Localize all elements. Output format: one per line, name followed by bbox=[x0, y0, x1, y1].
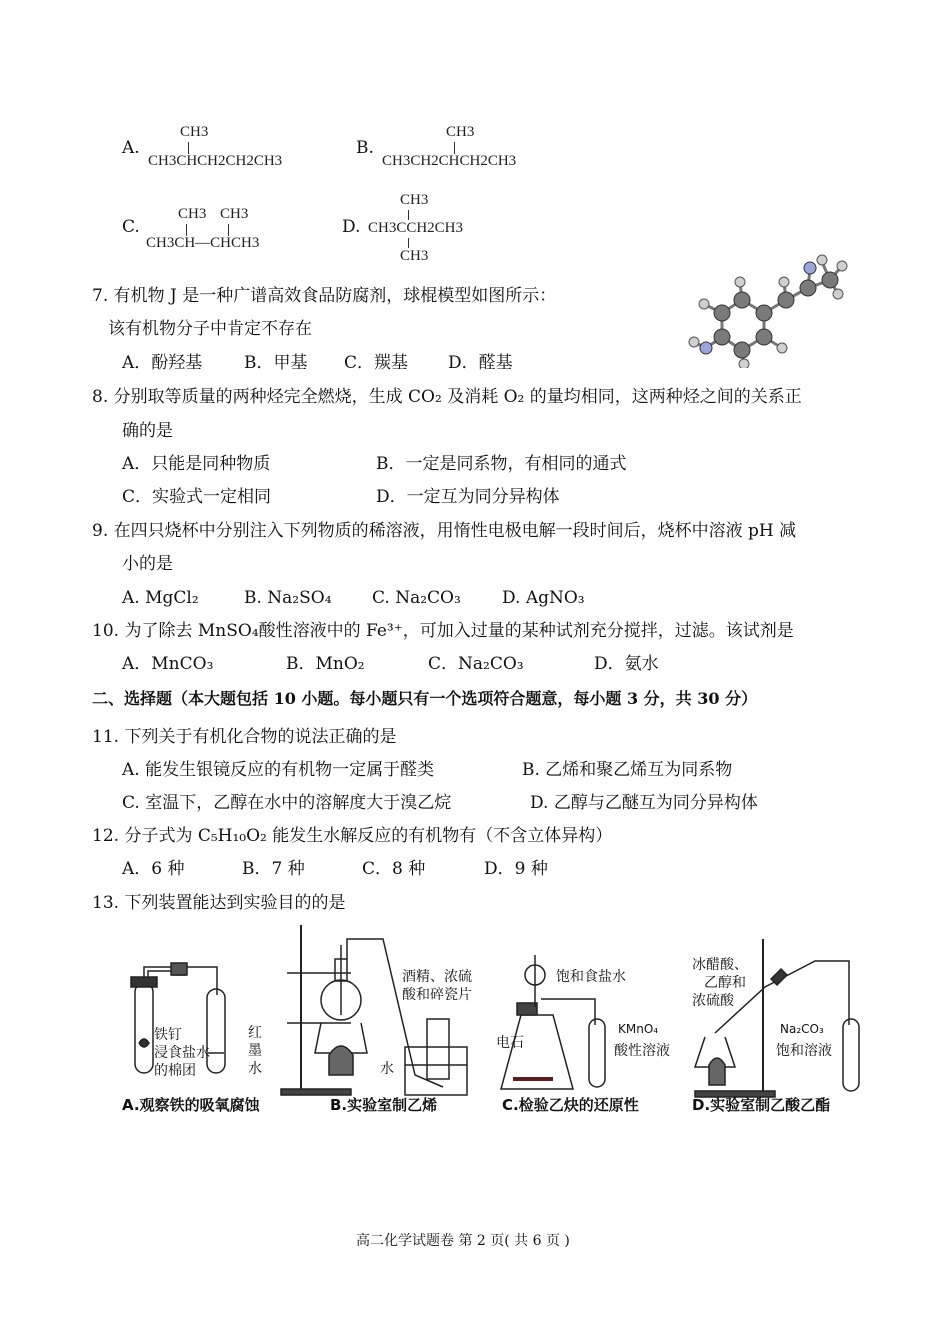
q6-c-branch-2: CH3 bbox=[220, 206, 249, 222]
q8-stem-2: 确的是 bbox=[122, 421, 173, 441]
apparatus-figure bbox=[115, 915, 860, 1115]
label-d-4: Na₂CO₃ bbox=[780, 1022, 824, 1036]
label-a-4: 红 bbox=[248, 1025, 262, 1041]
q7-option-a: A．酚羟基 bbox=[122, 353, 203, 373]
q6-a-branch: CH3 bbox=[180, 124, 209, 140]
caption-a: A.观察铁的吸氧腐蚀 bbox=[122, 1096, 260, 1114]
q10-option-a: A．MnCO₃ bbox=[122, 654, 214, 674]
q6-d-branch-bottom: CH3 bbox=[400, 248, 429, 264]
q9-stem-2: 小的是 bbox=[122, 554, 173, 574]
q6-b-branch: CH3 bbox=[446, 124, 475, 140]
q7-stem: 7. 有机物 J 是一种广谱高效食品防腐剂，球棍模型如图所示： bbox=[92, 286, 557, 306]
label-b-3: 水 bbox=[380, 1061, 394, 1077]
q8-option-a: A．只能是同种物质 bbox=[122, 454, 271, 474]
q8-option-b: B．一定是同系物，有相同的通式 bbox=[376, 454, 627, 474]
label-c-4: 酸性溶液 bbox=[614, 1043, 670, 1059]
label-c-2: 电石 bbox=[496, 1035, 524, 1051]
q6-b-formula: CH3CH2CHCH2CH3 bbox=[382, 153, 517, 169]
q6-d-formula: CH3CCH2CH3 bbox=[368, 220, 464, 236]
label-b-2: 酸和碎瓷片 bbox=[402, 987, 472, 1003]
q12-option-b: B．7 种 bbox=[242, 859, 305, 879]
q12-option-a: A．6 种 bbox=[122, 859, 185, 879]
caption-c: C.检验乙炔的还原性 bbox=[502, 1096, 639, 1114]
caption-b: B.实验室制乙烯 bbox=[330, 1096, 438, 1114]
q13-stem: 13. 下列装置能达到实验目的的是 bbox=[92, 893, 346, 913]
q12-option-d: D．9 种 bbox=[484, 859, 548, 879]
label-d-5: 饱和溶液 bbox=[776, 1043, 832, 1059]
q7-option-d: D．醛基 bbox=[448, 353, 513, 373]
q8-stem: 8. 分别取等质量的两种烃完全燃烧，生成 CO₂ 及消耗 O₂ 的量均相同，这两种烃之间的关系正 bbox=[92, 387, 802, 407]
q10-option-b: B．MnO₂ bbox=[286, 654, 365, 674]
label-d-3: 浓硫酸 bbox=[692, 993, 734, 1009]
q6-c-branch-1: CH3 bbox=[178, 206, 207, 222]
q10-option-c: C．Na₂CO₃ bbox=[428, 654, 524, 674]
q8-option-d: D．一定互为同分异构体 bbox=[376, 487, 560, 507]
q11-stem: 11. 下列关于有机化合物的说法正确的是 bbox=[92, 727, 397, 747]
label-d-2: 乙醇和 bbox=[704, 975, 746, 991]
caption-d: D.实验室制乙酸乙酯 bbox=[692, 1096, 831, 1114]
label-a-5: 墨 bbox=[248, 1043, 262, 1059]
q6-d-branch-top: CH3 bbox=[400, 192, 429, 208]
q10-stem: 10. 为了除去 MnSO₄酸性溶液中的 Fe³⁺，可加入过量的某种试剂充分搅拌，过滤。该试剂是 bbox=[92, 621, 794, 641]
label-c-3: KMnO₄ bbox=[618, 1022, 659, 1036]
q6-option-d-label: D. bbox=[342, 217, 361, 237]
section-2-heading: 二、选择题（本大题包括 10 小题。每小题只有一个选项符合题意，每小题 3 分，共 30 分） bbox=[92, 689, 758, 708]
label-d-1: 冰醋酸、 bbox=[692, 957, 748, 973]
ball-and-stick-model bbox=[680, 238, 860, 368]
q6-option-b-label: B. bbox=[356, 138, 374, 158]
q7-stem-2: 该有机物分子中肯定不存在 bbox=[108, 319, 312, 339]
q9-option-c: C. Na₂CO₃ bbox=[372, 588, 461, 608]
q7-option-b: B．甲基 bbox=[244, 353, 308, 373]
q12-stem: 12. 分子式为 C₅H₁₀O₂ 能发生水解反应的有机物有（不含立体异构） bbox=[92, 826, 613, 846]
q9-option-a: A. MgCl₂ bbox=[122, 588, 199, 608]
page-footer: 高二化学试题卷 第 2 页( 共 6 页 ) bbox=[356, 1233, 570, 1249]
q11-option-b: B. 乙烯和聚乙烯互为同系物 bbox=[522, 760, 733, 780]
q9-option-d: D. AgNO₃ bbox=[502, 588, 585, 608]
q11-option-a: A. 能发生银镜反应的有机物一定属于醛类 bbox=[122, 760, 435, 780]
label-b-1: 酒精、浓硫 bbox=[402, 969, 472, 985]
q11-option-d: D. 乙醇与乙醚互为同分异构体 bbox=[530, 793, 758, 813]
q8-option-c: C．实验式一定相同 bbox=[122, 487, 272, 507]
q7-option-c: C．羰基 bbox=[344, 353, 409, 373]
label-c-1: 饱和食盐水 bbox=[556, 969, 626, 985]
q11-option-c: C. 室温下，乙醇在水中的溶解度大于溴乙烷 bbox=[122, 793, 452, 813]
q6-a-formula: CH3CHCH2CH2CH3 bbox=[148, 153, 283, 169]
label-a-6: 水 bbox=[248, 1061, 262, 1077]
label-a-1: 铁钉 bbox=[154, 1027, 182, 1043]
label-a-2: 浸食盐水 bbox=[154, 1045, 210, 1061]
q9-option-b: B. Na₂SO₄ bbox=[244, 588, 332, 608]
apparatus-a-tube-left bbox=[135, 983, 153, 1073]
q9-stem: 9. 在四只烧杯中分别注入下列物质的稀溶液，用惰性电极电解一段时间后，烧杯中溶液 pH 减 bbox=[92, 521, 797, 541]
q6-option-a-label: A. bbox=[122, 138, 140, 158]
q6-option-c-label: C. bbox=[122, 217, 140, 237]
q12-option-c: C．8 种 bbox=[362, 859, 426, 879]
label-a-3: 的棉团 bbox=[154, 1063, 196, 1079]
q10-option-d: D．氨水 bbox=[594, 654, 659, 674]
q6-c-formula: CH3CH—CHCH3 bbox=[146, 235, 260, 251]
